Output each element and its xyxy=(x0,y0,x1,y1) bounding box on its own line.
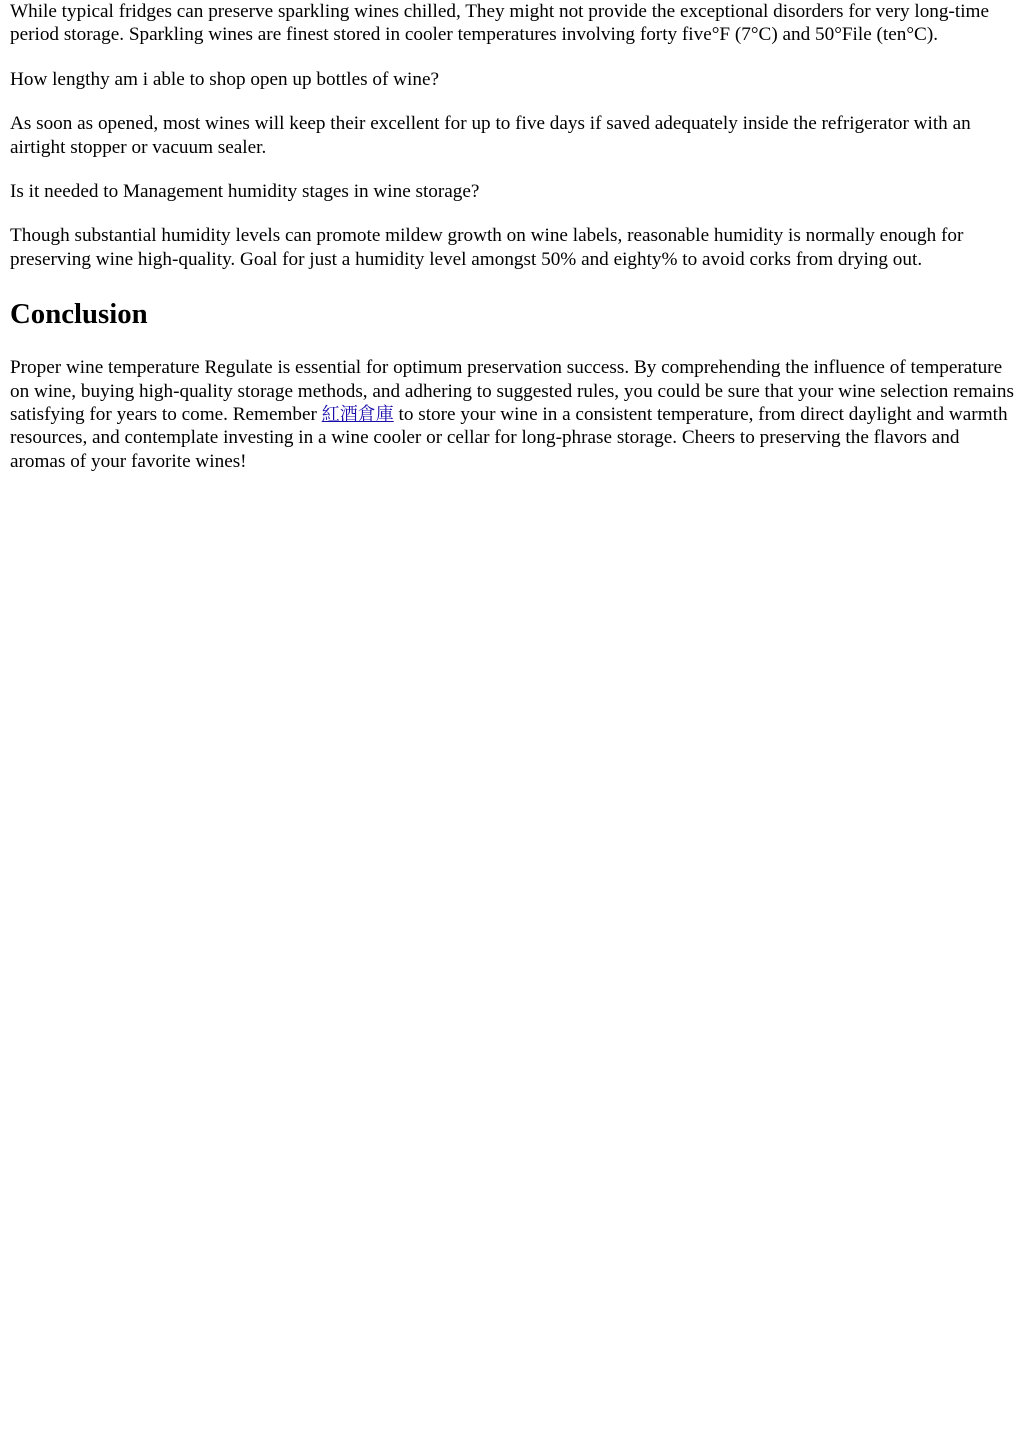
conclusion-paragraph xyxy=(10,356,1014,473)
wine-storage-link[interactable]: 紅酒倉庫 xyxy=(321,404,394,426)
article-body xyxy=(0,0,1024,473)
answer-humidity: Though substantial humidity levels can promote mildew growth on wine labels, reasonable humidity is normally enough for preserving wine high-quality. Goal for just a humidity level amongst 50% and eighty% to avoid corks from drying out. xyxy=(10,225,964,270)
question-humidity: Is it needed to Management humidity stages in wine storage? xyxy=(10,181,480,203)
conclusion-text-end: to store your wine in a consistent temperature, from direct daylight and warmth resources, and contemplate investing in a wine cooler or cellar for long-phrase storage. Cheers to preserving the flavors and aromas of your favorite wines! xyxy=(10,404,1008,472)
paragraph-sparkling-storage: While typical fridges can preserve sparkling wines chilled, They might not provide the exceptional disorders for very long-time period storage. Sparkling wines are finest stored in cooler temperatures involving forty five°F (7°C) and 50°File (ten°C). xyxy=(10,1,989,46)
question-open-bottles: How lengthy am i able to shop open up bottles of wine? xyxy=(10,68,439,90)
conclusion-heading: Conclusion xyxy=(10,298,148,331)
answer-open-bottles: As soon as opened, most wines will keep their excellent for up to five days if saved adequately inside the refrigerator with an airtight stopper or vacuum sealer. xyxy=(10,113,971,158)
conclusion-text-start: Proper wine temperature Regulate is essential for optimum preservation success. By comprehending the influence of temperature on wine, buying high-quality storage methods, and adhering to suggested rules, you could be sure that your wine selection remains satisfying for years to come. Remember xyxy=(10,357,1014,426)
